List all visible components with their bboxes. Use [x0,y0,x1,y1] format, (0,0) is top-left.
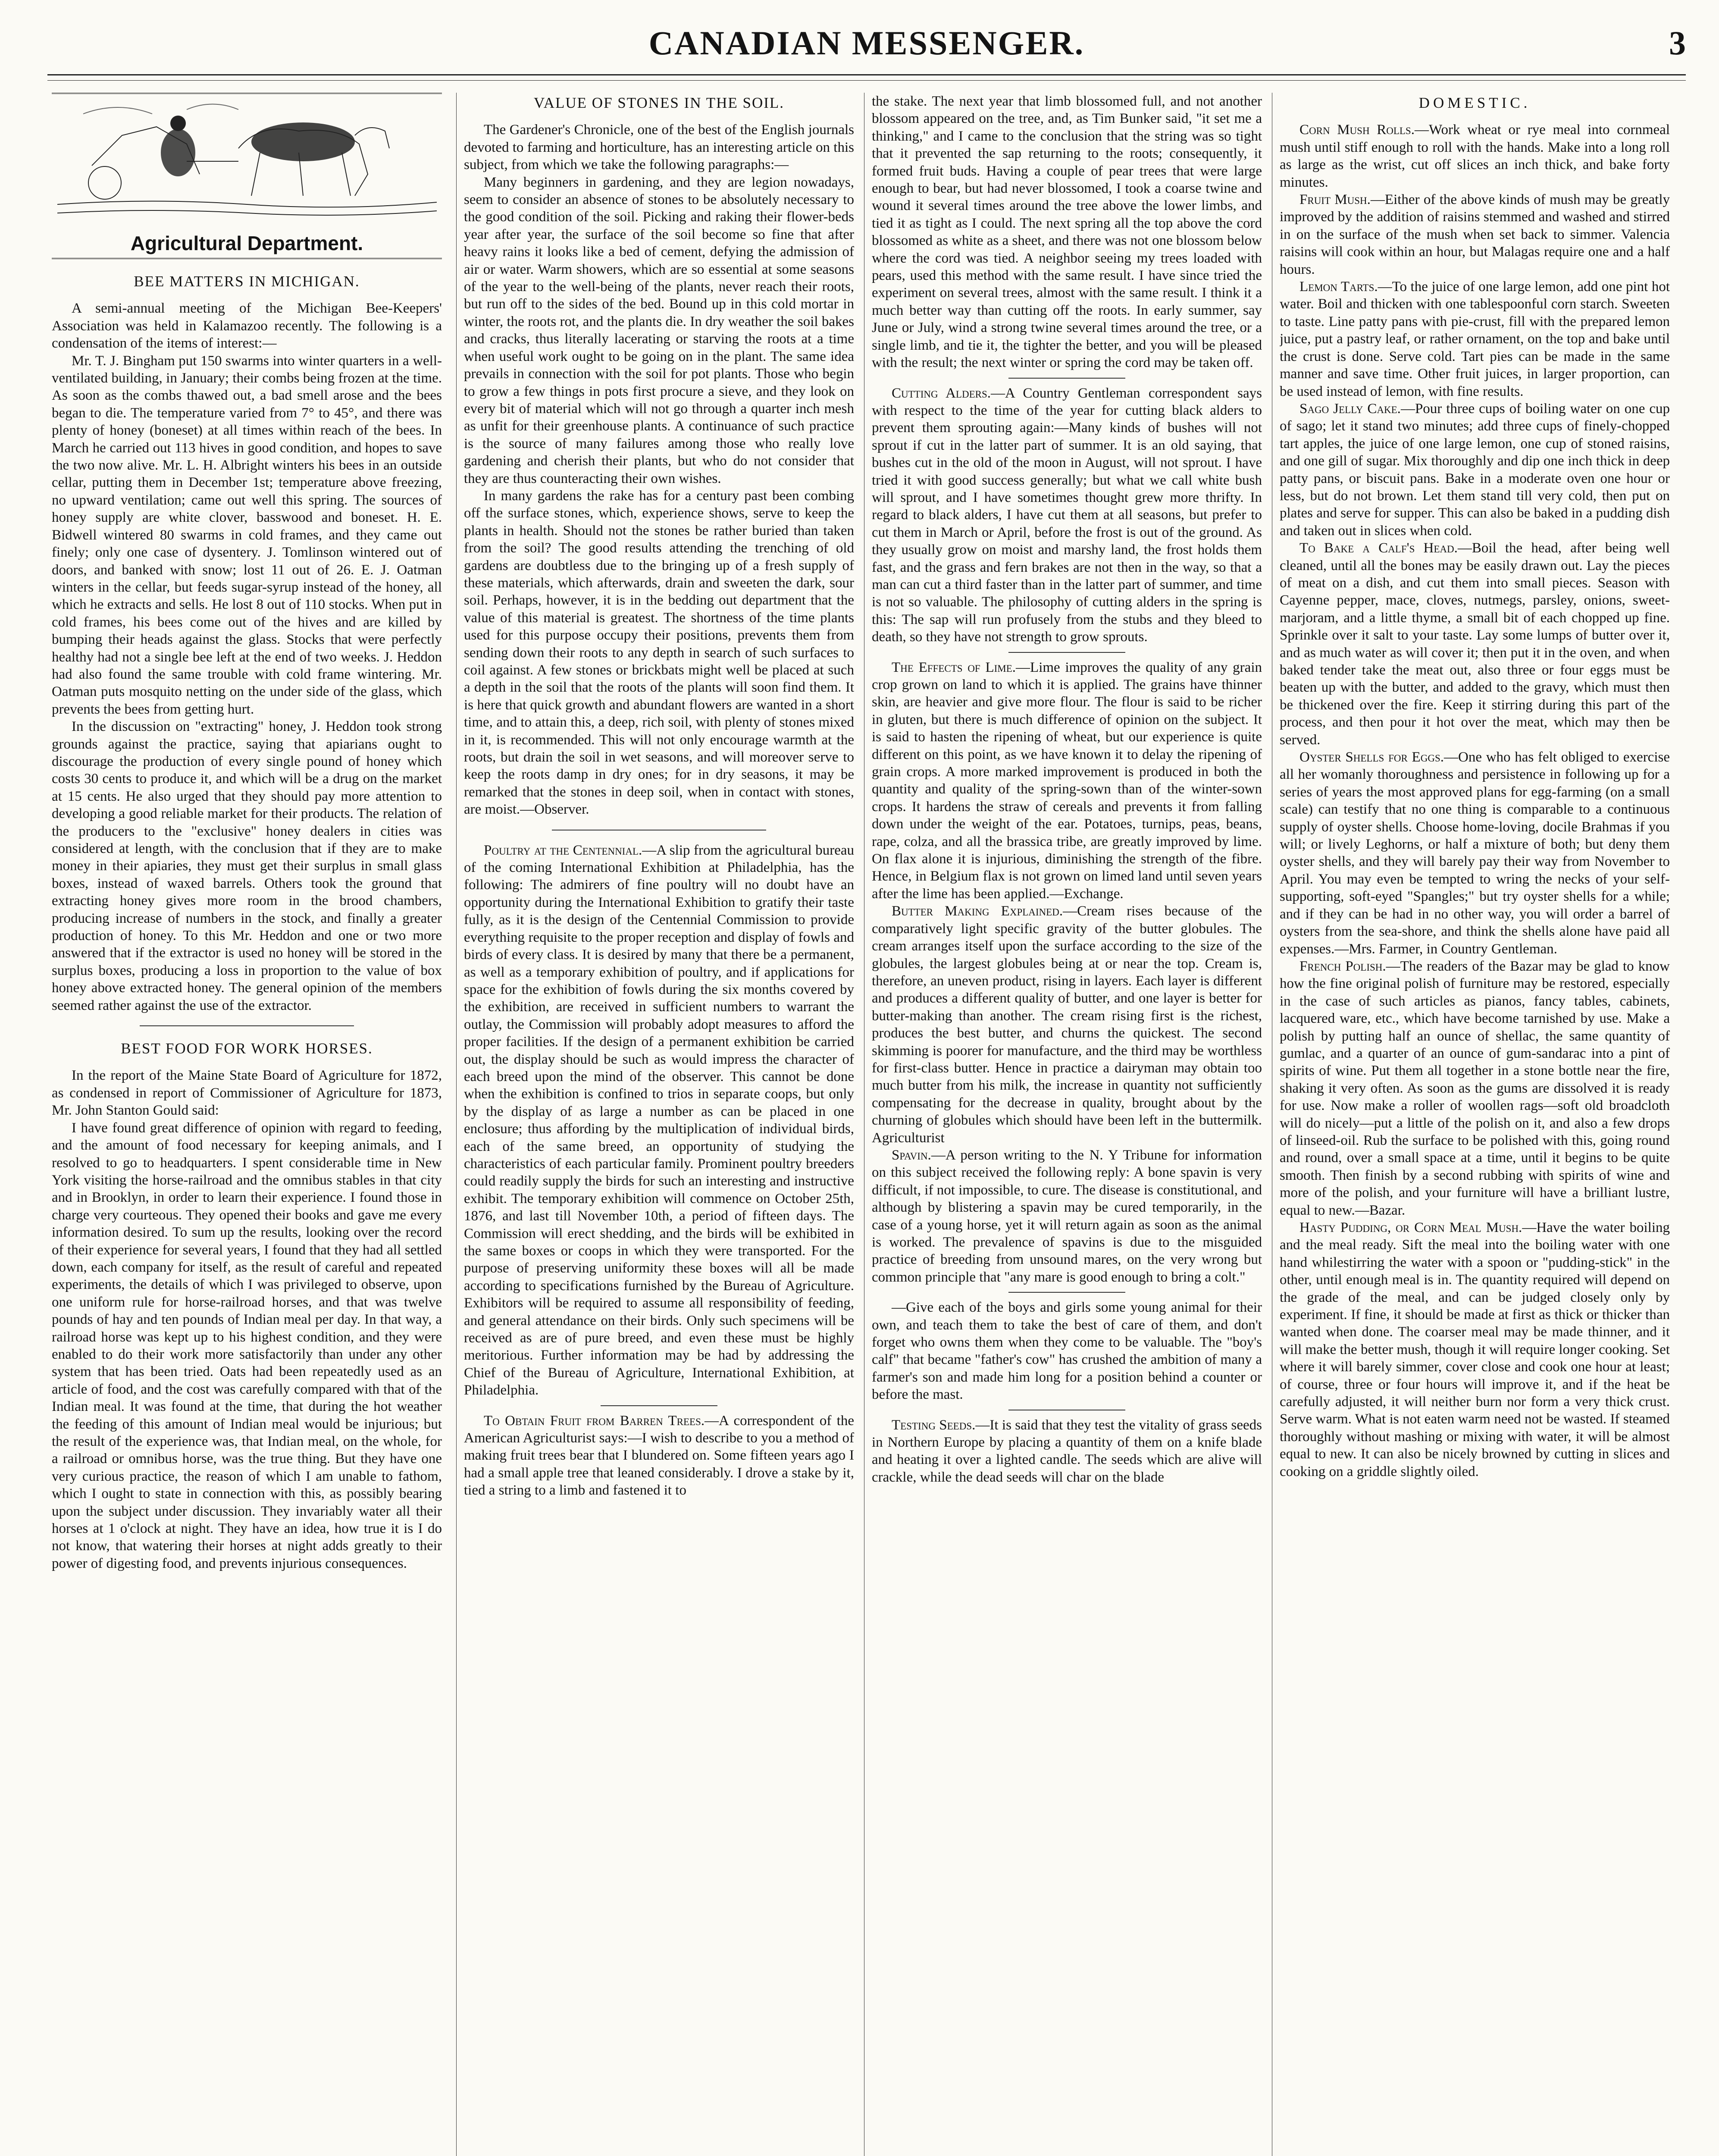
masthead [47,24,1686,71]
article-text: —Pour three cups of boiling water on one cup of sago; let it stand two minutes; add three cups of finely-chopped tart apples, the juice of one large lemon, one cup of stoned raisins, and one gill of sugar. Mix thoroughly and dip one inch thick in deep patty pans, or biscuit pans. Bake in a moderate oven one hour or less, but do not brown. Let them stand till very cold, then put on plates and serve for supper. This can also be baked in a pudding dish and taken out in slices when cold. [1280,401,1670,539]
article-paragraph: The Gardener's Chronicle, one of the best of the English journals devoted to farming and horticulture, has an interesting article on this subject, from which we take the following paragraphs:— [464,122,854,173]
item-heading: Butter Making Explained. [892,903,1063,919]
page-number: 3 [1669,24,1686,62]
department-title: Agricultural Department. [130,232,363,254]
heading-domestic: DOMESTIC. [1418,94,1531,111]
article-text: —Lime improves the quality of any grain crop grown on land to which it is applied. The grains have thinner skin, are heavier and give more flour. The flour is said to be richer in gluten, but there is much difference of opinion on the subject. It is said to hasten the ripening of wheat, but our experience is quite different on this point, as we have known it to delay the ripening of grain crops. A more marked improvement is produced in both the quantity and quality of the spring-sown than of the winter-sown crops. It hardens the straw of cereals and prevents it from falling down under the weight of the ear. Potatoes, turnips, peas, beans, rape, colza, and all the brassica tribe, are greatly improved by lime. On flax alone it is injurious, diminishing the strength of the fibre. Hence, in Belgium flax is not grown on limed land until seven years after the lime has been applied.—Exchange. [872,659,1262,902]
section-divider [140,1025,354,1026]
article-text: —Have the water boiling and the meal ready. Sift the meal into the boiling water with one hand whilestirring the water with a spoon or "pudding-stick" in the other, until enough meal is in. The quantity required will depend on the grade of the meal, and can be judged closely only by experiment. If fine, it should be made at first as thick or thicker than wanted when done. The coarser meal may be made thinner, and it will make the better mush, though it will require longer cooking. Set where it will barely simmer, cover close and cook one hour at least; of course, three or four hours will improve it, and if the heat be carefully adjusted, it will neither burn nor form a very thick crust. Serve warm. What is not eaten warm need not be wasted. If steamed thoroughly without mashing or mixing with water, it will be almost equal to new. It can also be nicely browned by cutting in slices and cooking on a griddle slightly oiled. [1280,1220,1670,1479]
section-divider [1008,652,1126,653]
item-heading: French Polish. [1299,958,1386,974]
article-paragraph: A semi-annual meeting of the Michigan Bee-Keepers' Association was held in Kalamazoo recently. The following is a condensation of the items of interest:— [52,301,442,351]
agricultural-department-cut [52,93,442,259]
article-text: —To the juice of one large lemon, add one pint hot water. Boil and thicken with one tablespoonful corn starch. Sweeten to taste. Line patty pans with pie-crust, fill with the prepared lemon juice, put a pastry leaf, or rather ornament, on the top and bake until the crust is done. Serve cold. Tart pies can be made in the same manner and save time. Other fruit juices, in larger proportion, can be used instead of lemon, with fine results. [1280,279,1670,399]
item-heading: To Bake a Calf's Head. [1299,540,1458,556]
item-heading: Testing Seeds. [892,1417,976,1433]
article-paragraph: the stake. The next year that limb blossomed full, and not another blossom appeared on the tree, and, as Tim Bunker said, "it set me a thinking," and I came to the conclusion that the string was so tight that it prevented the sap returning to the roots; consequently, it formed fruit buds. Having a couple of pear trees that were large enough to bear, but had never blossomed, I took a coarse twine and wound it several times around the tree above the lower limbs, and tied it as tight as I could. The next spring all the top above the cord blossomed as white as a sheet, and there was not one blossom below where the cord was tied. A neighbor seeing my trees loaded with pears, used this method with the same result. I have since tried the experiment on several trees, almost with the same result. I think it a much better way than cutting off the roots. In early summer, say June or July, wind a strong twine several times around the tree, or a single limb, and tie it, the tighter the better, and you will be pleased with the result; the next winter or spring the cord may be taken off. [872,94,1262,371]
newspaper-title: CANADIAN MESSENGER. [648,24,1085,62]
item-heading: Fruit Mush. [1299,192,1371,208]
ploughing-scene-icon [57,97,437,222]
heading-bee-matters: BEE MATTERS IN MICHIGAN. [134,273,360,290]
section-divider [1008,1292,1126,1293]
item-heading: To Obtain Fruit from Barren Trees. [484,1413,705,1429]
article-text: —It is said that they test the vitality of grass seeds in Northern Europe by placing a quantity of them on a knife blade and heating it over a lighted candle. The seeds which are alive will crackle, while the dead seeds will char on the blade [872,1417,1262,1485]
article-text: —Boil the head, after being well cleaned, until all the bones may be easily drawn out. Lay the pieces of meat on a dish, and cut them into small pieces. Season with Cayenne pepper, mace, cloves, nutmegs, parsley, onions, sweet-marjoram, and a little thyme, a small bit of each chopped up fine. Sprinkle over it salt to your taste. Lay some lumps of butter over it, and as much water as will cover it; then put it in the oven, and when baked tender take the meat out, also three or four eggs must be beaten up with the butter, and added to the gravy, which must then be thickened over the fire. Keep it stirring during this part of the process, and then pour it hot over the meat, which may then be served. [1280,540,1670,748]
article-paragraph: Mr. T. J. Bingham put 150 swarms into winter quarters in a well-ventilated building, in January; their combs being frozen at the time. As soon as the combs thawed out, a bad smell arose and the bees began to die. The temperature varied from 7° to 45°, and there was plenty of honey (boneset) at all times within reach of the bees. In March he carried out 113 hives in good condition, and hopes to save the two now alive. Mr. L. H. Albright winters his bees in an outside cellar, putting them in December 1st; temperature above freezing, no upward ventilation; came out well this spring. The sources of honey supply are white clover, basswood and boneset. H. E. Bidwell wintered 80 swarms in cold frames, and they came out finely; only one case of dysentery. J. Tomlinson wintered out of doors, and banked with snow; lost 11 out of 26. E. J. Oatman winters in the cellar, but feeds sugar-syrup instead of the honey, all which he extracts and sells. He lost 8 out of 110 stocks. When put in cold frames, his bees come out of the hives and are killed by bumping their heads against the glass. Stocks that were perfectly healthy had not a single bee left at the end of two weeks. J. Heddon had also found the same trouble with cold frame wintering. Mr. Oatman puts mosquito netting on the under side of the glass, which prevents the bees from getting hurt. [52,353,442,717]
item-heading: Sago Jelly Cake. [1299,401,1401,417]
article-paragraph: Many beginners in gardening, and they are legion nowadays, seem to consider an absence of stones to be absolutely necessary to the good condition of the soil. Picking and raking their flower-beds year after year, the surface of the soil become so fine that after heavy rains it looks like a bed of cement, defying the admission of air or water. Warm showers, which are so essential at some seasons of the year to the well-being of the plants, never reach their roots, but run off to the sides of the bed. Bound up in this cold mortar in winter, the roots rot, and the plants die. In dry weather the soil bakes and cracks, thus literally lacerating or starving the roots at a time when useful work ought to be going on in the plant. The same idea prevails in connection with the soil for pot plants. Those who begin to grow a few things in pots first procure a sieve, and they look on every bit of material which will not go through a quarter inch mesh as unfit for their greenhouse plants. A continuance of such practice is the source of many failures among those who really love gardening and cherish their plants, but who do not consider that they are thus counteracting their own wishes. [464,174,854,486]
article-paragraph: I have found great difference of opinion with regard to feeding, and the amount of food necessary for keeping animals, and I resolved to go to headquarters. I spent considerable time in New York visiting the horse-railroad and the omnibus stables in that city and in Brooklyn, in order to learn their experience. I found those in charge very courteous. They opened their books and gave me every information desired. To sum up the results, looking over the record of their experience for several years, I found that they had all settled down, each company for itself, as the result of careful and repeated experiments, the details of which I was privileged to observe, upon one uniform rule for horse-railroad horses, and that was twelve pounds of hay and ten pounds of Indian meal per day. In that way, a railroad horse was kept up to his highest condition, and they were enabled to do their work more satisfactorily than under any other system that has been tried. Oats had been repeatedly used as an article of food, and the cost was carefully compared with that of the Indian meal. It was found at the time, that during the hot weather the feeding of this amount of Indian meal would be injurious; but the result of the experience was, that Indian meal, on the whole, for a railroad or omnibus horse, was the true thing. But they have one very curious practice, the reason of which I am unable to fathom, which I ought to state in connection with this, as possibly bearing upon the subject under discussion. They invariably water all their horses at 1 o'clock at night. They have an idea, how true it is I do not know, that watering their horses at night adds greatly to their power of digesting food, and prevents injurious consequences. [52,1120,442,1571]
article-paragraph: In many gardens the rake has for a century past been combing off the surface stones, which, experience shows, serve to keep the plants in health. Should not the stones be rather buried than taken from the soil? The good results attending the trenching of old gardens are doubtless due to the bringing up of a fresh supply of these materials, which afterwards, drain and sweeten the dark, sour soil. Perhaps, however, it is in the bedding out department that the value of this material is greatest. The shortness of the time plants used for this purpose occupy their positions, prevents them from sending down their roots to any depth in search of such surfaces to coil against. A few stones or brickbats might well be placed at such a depth in the soil that the roots of the plants will soon find them. It is here that quick growth and abundant flowers are wanted in a short time, and to attain this, a deep, rich soil, with plenty of stones mixed in it, is recommended. This will not only encourage warmth at the roots, but drain the soil in wet seasons, and will moreover serve to keep the roots damp in dry ones; for in dry seasons, it may be remarked that the stones in deep soil, when in contact with stones, are moist.—Observer. [464,488,854,818]
column-2 [464,93,854,2156]
article-text: —One who has felt obliged to exercise all her womanly thoroughness and persistence in following up for a series of years the most approved plans for egg-farming (on a small scale) can testify that no one thing is comparable to a continuous supply of oyster shells. Choose home-loving, docile Brahmas if you will; or lively Leghorns, or half a mixture of both; but deny them oyster shells, and they will barely pay their way from November to April. You may even be tempted to wring the necks of your self-supporting, soft-eyed "Spangles;" but try oyster shells for a while; and if they can be had in no other way, you will order a barrel of oysters from the sea-shore, and think the shells alone have paid all expenses.—Mrs. Farmer, in Country Gentleman. [1280,749,1670,957]
item-heading: Cutting Alders. [892,385,991,401]
heading-work-horses: BEST FOOD FOR WORK HORSES. [121,1040,373,1057]
article-text: —Either of the above kinds of mush may be greatly improved by the addition of raisins stemmed and washed and stirred in on the surface of the mush when set back to simmer. Valencia raisins will cook within an hour, but Malagas require one and a half hours. [1280,192,1670,277]
column-1 [52,93,442,2156]
article-paragraph: —Give each of the boys and girls some young animal for their own, and teach them to take the best of care of them, and don't forget who owns them when they come to be valuable. The "boy's calf" that became "father's cow" has crushed the ambition of many a farmer's son and made him long for a position behind a counter or before the mast. [872,1300,1262,1403]
item-heading: Hasty Pudding, or Corn Meal Mush. [1299,1220,1522,1235]
article-paragraph: In the report of the Maine State Board of Agriculture for 1872, as condensed in report of Commissioner of Agriculture for 1873, Mr. John Stanton Gould said: [52,1068,442,1119]
heading-value-of-stones: VALUE OF STONES IN THE SOIL. [533,94,785,111]
item-heading: The Effects of Lime. [892,659,1016,675]
article-text: —A correspondent of the American Agriculturist says:—I wish to describe to you a method of making fruit trees bear that I blundered on. Some fifteen years ago I had a small apple tree that leaned considerably. I drove a stake by it, tied a string to a limb and fastened it to [464,1413,854,1498]
article-text: —A person writing to the N. Y Tribune for information on this subject received the following reply: A bone spavin is very difficult, if not impossible, to cure. The disease is constitutional, and although by blistering a spavin may be cured temporarily, in the case of a young horse, yet it will return again as soon as the animal is worked. The prevalence of spavins is due to the misguided practice of breeding from unsound mares, on the very wrong but common principle that "any mare is good enough to bring a colt." [872,1147,1262,1285]
masthead-rule [47,74,1686,75]
article-text: —Work wheat or rye meal into cornmeal mush until stiff enough to roll with the hands. Make into a long roll as large as the wrist, cut off slices an inch thick, and bake forty minutes. [1280,122,1670,190]
item-heading: Lemon Tarts. [1299,279,1378,295]
column-4 [1280,93,1670,2156]
article-paragraph: In the discussion on "extracting" honey, J. Heddon took strong grounds against the practice, saying that apiarians ought to discourage the production of every single pound of honey which costs 30 cents to produce it, and which will be a drug on the market at 15 cents. He also urged that they should pay more attention to developing a good reliable market for their products. The relation of the producers to the "exclusive" honey dealers in cities was considered at length, with the conclusion that if they are to make money in their apiaries, they must get their surplus in small glass boxes, instead of waxed barrels. Others took the ground that extracting honey gives more room in the brood chambers, producing increase of numbers in the stock, and finally a greater production of honey. To this Mr. Heddon and one or two more answered that if the extractor is used no honey will be stored in the surplus boxes, producing a loss in proportion to the value of box honey above extracted honey. The general opinion of the members seemed rather against the use of the extractor. [52,719,442,1013]
item-heading: Oyster Shells for Eggs. [1299,749,1444,765]
item-heading: Corn Mush Rolls. [1299,122,1415,138]
column-divider [456,93,457,2156]
section-divider [601,1405,718,1406]
masthead-rule-thin [47,80,1686,81]
article-text: —A Country Gentleman correspondent says with respect to the time of the year for cutting black alders to prevent them sprouting again:—Many kinds of bushes will not sprout if cut in the latter part of summer. It is an old saying, that bushes cut in the old of the moon in August, will not sprout. I have tried it with good success generally; but what we call white bush will sprout, and I have sometimes thought grew more thrifty. In regard to black alders, I have cut them at all seasons, but prefer to cut them in March or April, before the frost is out of the ground. As they usually grow on moist and marshy land, the frost holds them fast, and the grass and fern brakes are not then in the way, so that a man can cut a third faster than in the latter part of summer, and time is not so valuable. The philosophy of cutting alders in the spring is this: The sap will run profusely from the stubs and they bleed to death, so they have not strength to grow sprouts. [872,385,1262,645]
article-text: —Cream rises because of the comparatively light specific gravity of the butter globules. The cream arranges itself upon the surface according to the size of the globules, the largest globules being at or near the top. Cream is, therefore, an uneven product, rising in layers. Each layer is different and produces a different quality of butter, and one layer is better for butter-making than another. The cream rising first is the richest, produces the best butter, and churns the quickest. The second skimming is poorer for manufacture, and the third may be worthless for first-class butter. Hence in practice a dairyman may obtain too much butter from his milk, the increase in quantity not sufficiently compensating for the decrease in quality, brought about by the churning of globules which should have been left in the buttermilk. Agriculturist [872,903,1262,1146]
item-heading: Poultry at the Centennial. [484,842,642,858]
column-3 [872,93,1262,2156]
section-divider [1008,378,1126,379]
article-text: —A slip from the agricultural bureau of the coming International Exhibition at Philadelphia, has the following: The admirers of fine poultry will no doubt have an opportunity during the International Exhibition to gratify their taste fully, as it is the design of the Centennial Commission to provide everything requisite to the proper reception and display of fowls and birds of every class. It is desired by many that there be a permanent, as well as a temporary exhibition of poultry, and if applications for space for the exhibition of fowls during the six months covered by the exhibition, are received in sufficient numbers to warrant the outlay, the Commission will probably adopt measures to afford the proper facilities. If the design of a permanent exhibition be carried out, the display should be such as would impress the character of each breed upon the mind of the observer. This cannot be done when the exhibition is confined to trios in separate coops, but only by the display of as large a number as can be placed in one enclosure; thus affording by the multiplication of individual birds, each of the same breed, an opportunity of studying the characteristics of each particular family. Prominent poultry breeders could readily supply the birds for such an interesting and instructive exhibit. The temporary exhibition will commence on October 25th, 1876, and last till November 10th, a period of fifteen days. The Commission will erect shedding, and the birds will be exhibited in the same boxes or coops in which they were transported. For the purpose of preserving uniformity these boxes will all be made according to specifications furnished by the Bureau of Agriculture. Exhibitors will be required to assume all responsibility of feeding, and general attendance on their birds. Only such specimens will be received as are of pure breed, and even these must be highly meritorious. Further information may be had by addressing the Chief of the Bureau of Agriculture, International Exhibition, at Philadelphia. [464,842,854,1398]
item-heading: Spavin. [892,1147,931,1163]
article-text: —The readers of the Bazar may be glad to know how the fine original polish of furniture may be restored, especially in the case of such articles as pianos, fancy tables, cabinets, lacquered ware, etc., which have become tarnished by use. Make a polish by putting half an ounce of shellac, the same quantity of gumlac, and a quarter of an ounce of gum-sandarac into a pint of spirits of wine. Put them all together in a stone bottle near the fire, shaking it very often. As soon as the gums are dissolved it is ready for use. Now make a roller of woollen rags—soft old broadcloth will do nicely—put a little of the polish on it, and also a few drops of linseed-oil. Rub the surface to be polished with this, going round and round, over a small space at a time, until it begins to be quite smooth. Then finish by a second rubbing with spirits of wine and more of the polish, and your furniture will have a brilliant lustre, equal to new.—Bazar. [1280,958,1670,1218]
